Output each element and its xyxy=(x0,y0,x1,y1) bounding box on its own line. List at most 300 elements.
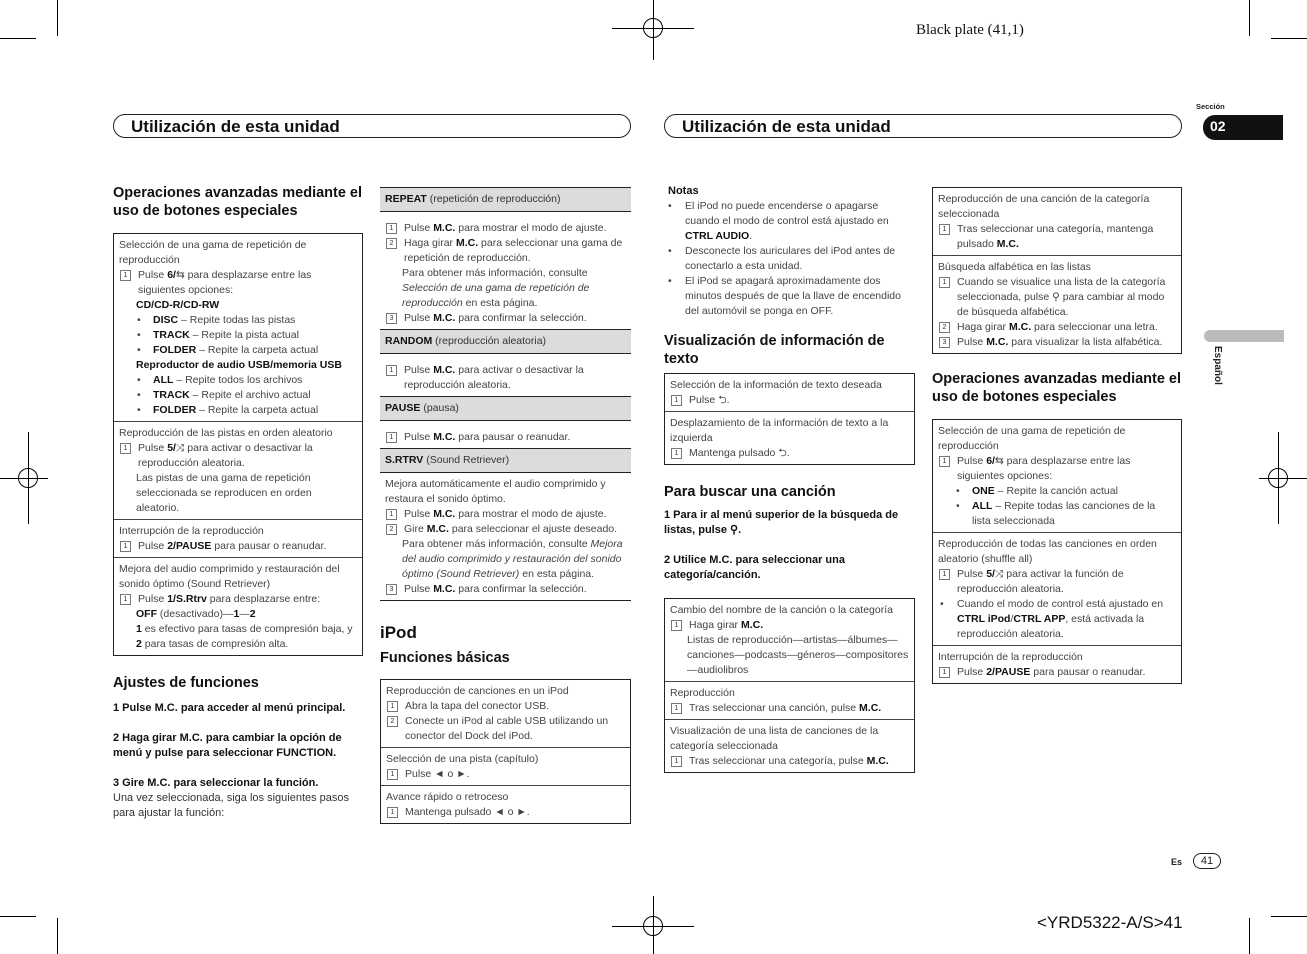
key: DISC xyxy=(153,314,179,326)
function-table xyxy=(932,419,1182,684)
table-section xyxy=(933,188,1181,256)
table-section xyxy=(381,680,630,748)
return-icon: ⮌ xyxy=(718,394,727,406)
text: para activar o desactivar la reproducción aleatoria. xyxy=(404,364,584,391)
list-item: • FOLDER – Repite la carpeta actual xyxy=(137,344,319,356)
key: M.C. xyxy=(433,364,456,376)
step-number-icon: 1 xyxy=(671,756,682,767)
text: para mostrar el modo de ajuste. xyxy=(455,508,607,520)
step-line xyxy=(938,222,1176,252)
step-line xyxy=(670,618,909,633)
text: Desconecte los auriculares del iPod antes de conectarlo a esta unidad. xyxy=(685,245,896,272)
text: Mantenga pulsado ◄ o ►. xyxy=(405,806,530,818)
option-body xyxy=(380,421,631,448)
key: PAUSE xyxy=(385,402,421,414)
step-line xyxy=(938,665,1176,680)
step-number-icon: 1 xyxy=(939,569,950,580)
table-section xyxy=(665,682,914,720)
function-table xyxy=(664,598,915,773)
text: Tras seleccionar una categoría, pulse xyxy=(689,755,867,767)
text: Para obtener más información, consulte xyxy=(402,538,591,550)
section-heading: Operaciones avanzadas mediante el uso de botones especiales xyxy=(113,185,363,219)
key: S.Rtrv xyxy=(175,593,207,605)
section-heading: Para buscar una canción xyxy=(664,484,836,500)
table-section xyxy=(114,422,362,520)
step-instruction: 1 Pulse M.C. para acceder al menú principal. xyxy=(113,702,346,714)
text: para cambiar al modo de búsqueda alfabética. xyxy=(957,291,1165,318)
sub-heading xyxy=(119,298,357,313)
option-header xyxy=(380,448,631,473)
key: TRACK xyxy=(153,389,190,401)
text: – Repite todas las pistas xyxy=(178,314,296,326)
note-item: • El iPod se apagará aproximadamente dos minutos después de que la llave de encendido del automóvil se ponga en OFF. xyxy=(664,274,915,319)
text: – Repite el archivo actual xyxy=(189,389,311,401)
text: – Repite todas las canciones de la lista seleccionada xyxy=(972,500,1156,527)
note-text: Las pistas de una gama de repetición seleccionada se reproducen en orden aleatorio. xyxy=(136,472,312,514)
repeat-icon: ⇆ xyxy=(994,455,1004,467)
key: REPEAT xyxy=(385,193,427,205)
key: M.C. xyxy=(986,336,1009,348)
step-number-icon: 1 xyxy=(387,769,398,780)
key: 5 xyxy=(986,568,993,580)
text: para tasas de compresión alta. xyxy=(141,638,289,650)
key: OFF xyxy=(136,608,157,620)
function-table xyxy=(113,233,363,656)
sub-heading xyxy=(119,358,357,373)
text: El iPod no puede encenderse o apagarse cuando el modo de control está ajustado en xyxy=(685,200,889,227)
section-title: Reproducción de canciones en un iPod xyxy=(386,685,569,697)
crop-mark xyxy=(1249,918,1250,954)
crop-mark xyxy=(1271,916,1307,917)
column-2 xyxy=(380,187,631,824)
text: Pulse xyxy=(404,312,434,324)
step-line xyxy=(119,441,357,471)
section-title: Mejora del audio comprimido y restauración del sonido óptimo (Sound Retriever) xyxy=(119,563,340,590)
key: 2 xyxy=(249,608,256,620)
text: para mostrar el modo de ajuste. xyxy=(455,222,607,234)
key: 5 xyxy=(167,442,174,454)
option-header xyxy=(380,329,631,354)
step-number-icon: 1 xyxy=(939,456,950,467)
text: Cuando el modo de control está ajustado en xyxy=(957,598,1164,610)
table-section xyxy=(665,599,914,682)
text: Haga girar xyxy=(404,237,456,249)
text: para pausar o reanudar. xyxy=(1030,666,1146,678)
registration-circle xyxy=(1268,468,1288,488)
text: para seleccionar una letra. xyxy=(1031,321,1158,333)
section-heading: Funciones básicas xyxy=(380,650,510,666)
key: M.C. xyxy=(996,238,1019,250)
table-section xyxy=(933,256,1181,353)
key: / xyxy=(992,455,995,467)
step-line xyxy=(385,236,626,266)
crop-mark xyxy=(57,0,58,36)
key: M.C. xyxy=(740,619,764,631)
table-section xyxy=(933,646,1181,683)
crop-mark xyxy=(1249,0,1250,36)
text: (desactivado)— xyxy=(157,608,234,620)
step-line xyxy=(670,754,909,769)
key: ONE xyxy=(972,485,995,497)
section-title: Reproducción de las pistas en orden aleatorio xyxy=(119,427,333,439)
registration-circle xyxy=(643,916,663,936)
key: / xyxy=(173,269,176,281)
text: Pulse xyxy=(138,442,168,454)
section-title: Cambio del nombre de la canción o la categoría xyxy=(670,604,893,616)
text: – Repite la carpeta actual xyxy=(196,404,319,416)
section-title: Selección de una pista (capítulo) xyxy=(386,753,539,765)
crop-mark xyxy=(0,38,36,39)
key: M.C. xyxy=(859,702,882,714)
section-title: Visualización de una lista de canciones de la categoría seleccionada xyxy=(670,725,879,752)
text: – Repite la carpeta actual xyxy=(196,344,319,356)
option-body xyxy=(380,473,631,601)
text: para activar o desactivar la reproducción aleatoria. xyxy=(138,442,313,469)
key: M.C. xyxy=(866,755,889,767)
text: . xyxy=(749,230,753,242)
option-header xyxy=(380,396,631,421)
option-body xyxy=(380,354,631,396)
text: para activar la función de reproducción aleatoria. xyxy=(957,568,1124,595)
step-line: 1 Mantenga pulsado ⮌. xyxy=(670,446,909,461)
key: 6 xyxy=(986,455,993,467)
description: Mejora automáticamente el audio comprimido y restaura el sonido óptimo. xyxy=(385,478,606,505)
page-language: Es xyxy=(1171,857,1183,867)
step-line xyxy=(385,311,626,326)
key: 2 xyxy=(136,638,142,650)
table-section xyxy=(114,234,362,422)
section-title: Reproducción de todas las canciones en orden aleatorio (shuffle all) xyxy=(938,538,1157,565)
text: Mantenga pulsado xyxy=(689,447,779,459)
column-3 xyxy=(664,184,915,773)
key: / xyxy=(173,442,176,454)
note-item: • Desconecte los auriculares del iPod antes de conectarlo a esta unidad. xyxy=(664,244,915,274)
text: Pulse xyxy=(689,394,719,406)
notes-heading: Notas xyxy=(668,185,699,197)
key: 1 xyxy=(136,623,142,635)
text: – Repite todos los archivos xyxy=(173,374,303,386)
section-label: Sección xyxy=(1196,102,1225,111)
text: Pulse xyxy=(404,583,434,595)
text: (Sound Retriever) xyxy=(423,454,510,466)
text: Conecte un iPod al cable USB utilizando un conector del Dock del iPod. xyxy=(405,715,609,742)
step-number-icon: 1 xyxy=(386,509,397,520)
step-line xyxy=(385,522,626,537)
key: PAUSE xyxy=(994,666,1031,678)
step-line: 1 Pulse ⮌. xyxy=(670,393,909,408)
text: Pulse xyxy=(404,364,434,376)
chapter-heading: iPod xyxy=(380,623,417,642)
table-section xyxy=(933,533,1181,646)
crop-mark xyxy=(1271,38,1307,39)
key: / xyxy=(173,540,176,552)
step-instruction: 3 Gire M.C. para seleccionar la función. xyxy=(113,777,319,789)
key: / xyxy=(992,568,995,580)
step-line xyxy=(385,363,626,393)
section-heading: Operaciones avanzadas mediante el uso de botones especiales xyxy=(932,371,1182,405)
table-section xyxy=(933,420,1181,533)
key: M.C. xyxy=(455,237,479,249)
step-instruction: 1 Para ir al menú superior de la búsqueda de listas, pulse ⚲. xyxy=(664,509,899,536)
text: Gire xyxy=(404,523,427,535)
step-number-icon: 1 xyxy=(120,541,131,552)
column-4 xyxy=(932,187,1182,684)
step-line xyxy=(386,767,625,782)
text: — xyxy=(239,608,250,620)
step-line xyxy=(938,567,1176,597)
step-number-icon: 1 xyxy=(386,365,397,376)
note-text xyxy=(385,266,626,311)
text: para desplazarse entre: xyxy=(206,593,321,605)
sub-heading-text: Reproductor de audio USB/memoria USB xyxy=(136,359,342,371)
text: / xyxy=(1010,613,1014,625)
text: Pulse xyxy=(138,593,168,605)
step-number-icon: 1 xyxy=(671,703,682,714)
key: TRACK xyxy=(153,329,190,341)
table-section xyxy=(381,748,630,786)
table-section xyxy=(665,412,914,464)
step-line xyxy=(386,699,625,714)
function-table xyxy=(664,373,915,465)
key: CTRL APP xyxy=(1013,613,1066,625)
text: Tras seleccionar una categoría, mantenga pulsado xyxy=(957,223,1154,250)
note-text xyxy=(119,622,357,652)
plate-label: Black plate (41,1) xyxy=(916,22,1024,38)
key: M.C. xyxy=(433,583,456,595)
text: Pulse xyxy=(957,455,987,467)
registration-circle xyxy=(643,18,663,38)
key: 6 xyxy=(167,269,174,281)
step-line xyxy=(385,221,626,236)
text: – Repite la pista actual xyxy=(189,329,299,341)
key: CTRL AUDIO xyxy=(685,230,750,242)
repeat-icon: ⇆ xyxy=(175,269,185,281)
key: M.C. xyxy=(433,222,456,234)
key: M.C. xyxy=(433,508,456,520)
page-number: 41 xyxy=(1193,853,1221,869)
section-title: Reproducción de una canción de la categoría seleccionada xyxy=(938,193,1150,220)
list-item: • ALL – Repite todos los archivos xyxy=(137,374,303,386)
search-icon: ⚲ xyxy=(1052,291,1060,303)
document-id: <YRD5322-A/S>41 xyxy=(1037,913,1183,932)
key: M.C. xyxy=(433,312,456,324)
step-line xyxy=(386,714,625,744)
key: M.C. xyxy=(1008,321,1032,333)
table-section xyxy=(665,374,914,412)
key: 2 xyxy=(167,540,174,552)
text: Pulse xyxy=(957,336,987,348)
section-title: Selección de una gama de repetición de reproducción xyxy=(938,425,1126,452)
text: para desplazarse entre las siguientes opciones: xyxy=(957,455,1131,482)
text: en esta página. xyxy=(519,568,595,580)
step-line xyxy=(938,454,1176,484)
step-instruction: 2 Haga girar M.C. para cambiar la opción de menú y pulse para seleccionar FUNCTION. xyxy=(113,732,342,759)
step-number-icon: 3 xyxy=(386,313,397,324)
section-title: Reproducción xyxy=(670,687,735,699)
section-title: Interrupción de la reproducción xyxy=(119,525,264,537)
section-number: 02 xyxy=(1210,118,1226,134)
text: Haga girar xyxy=(957,321,1009,333)
section-title: Selección de una gama de repetición de reproducción xyxy=(119,239,307,266)
search-icon: ⚲ xyxy=(730,524,739,536)
step-number-icon: 2 xyxy=(939,322,950,333)
step-number-icon: 1 xyxy=(387,807,398,818)
step-line xyxy=(385,582,626,597)
key: 2 xyxy=(986,666,993,678)
language-label: Español xyxy=(1212,346,1223,385)
text: Para obtener más información, consulte xyxy=(402,267,588,279)
step-number-icon: 1 xyxy=(120,443,131,454)
key: FOLDER xyxy=(153,344,197,356)
text: Pulse xyxy=(957,568,987,580)
text: en esta página. xyxy=(462,297,538,309)
step-number-icon: 1 xyxy=(939,224,950,235)
text: 1 Para ir al menú superior de la búsqueda de listas, pulse xyxy=(664,509,899,536)
text: Pulse xyxy=(404,508,434,520)
step-number-icon: 2 xyxy=(386,524,397,535)
step-line xyxy=(385,507,626,522)
option-body xyxy=(380,212,631,329)
key: S.RTRV xyxy=(385,454,424,466)
crop-mark xyxy=(0,916,36,917)
key: M.C. xyxy=(433,431,456,443)
list-item: • TRACK – Repite el archivo actual xyxy=(137,389,311,401)
language-tab xyxy=(1204,330,1284,342)
text: para visualizar la lista alfabética. xyxy=(1008,336,1163,348)
text: para pausar o reanudar. xyxy=(455,431,571,443)
function-table xyxy=(380,679,631,824)
step-line xyxy=(119,539,357,554)
step-number-icon: 2 xyxy=(386,238,397,249)
shuffle-icon: ⤨ xyxy=(994,568,1004,580)
list-item: • TRACK – Repite la pista actual xyxy=(137,329,299,341)
header-right: Utilización de esta unidad xyxy=(664,114,1182,138)
step-number-icon: 2 xyxy=(387,716,398,727)
table-section xyxy=(114,520,362,558)
option-header xyxy=(380,187,631,212)
text: para confirmar la selección. xyxy=(455,312,587,324)
text: (reproducción aleatoria) xyxy=(432,335,547,347)
text: (repetición de reproducción) xyxy=(426,193,561,205)
step-number-icon: 1 xyxy=(671,395,682,406)
section-heading: Ajustes de funciones xyxy=(113,675,259,691)
step-number-icon: 3 xyxy=(939,337,950,348)
reference-link: Selección de una gama de repetición de reproducción xyxy=(402,282,590,309)
section-title: Búsqueda alfabética en las listas xyxy=(938,261,1091,273)
section-title: Desplazamiento de la información de texto a la izquierda xyxy=(670,417,889,444)
reference-link: Mejora del audio comprimido y restauración del sonido óptimo (Sound Retriever) xyxy=(402,538,623,580)
text: Tras seleccionar una canción, pulse xyxy=(689,702,860,714)
key: / xyxy=(173,593,176,605)
step-line xyxy=(119,592,357,607)
text: Pulse ◄ o ►. xyxy=(405,768,470,780)
section-heading: Visualización de información de texto xyxy=(664,333,885,367)
column-1 xyxy=(113,184,363,821)
body-text: Una vez seleccionada, siga los siguientes pasos para ajustar la función: xyxy=(113,792,350,819)
text: Cuando se visualice una lista de la categoría seleccionada, pulse xyxy=(957,276,1166,303)
text: para pausar o reanudar. xyxy=(211,540,327,552)
step-number-icon: 1 xyxy=(386,432,397,443)
list-item: • ONE – Repite la canción actual xyxy=(956,485,1118,497)
key: ALL xyxy=(972,500,993,512)
function-table xyxy=(932,187,1182,354)
note-item: • El iPod no puede encenderse o apagarse cuando el modo de control está ajustado en CTRL AUDIO. xyxy=(668,200,889,242)
note-text: Listas de reproducción—artistas—álbumes—canciones—podcasts—géneros—compositores—audiolibros xyxy=(687,634,909,676)
text: para seleccionar el ajuste deseado. xyxy=(448,523,618,535)
step-number-icon: 1 xyxy=(939,667,950,678)
key: 1 xyxy=(233,608,240,620)
registration-circle xyxy=(18,468,38,488)
step-line xyxy=(119,268,357,298)
text: para desplazarse entre las siguientes opciones: xyxy=(138,269,312,296)
bullet-line: • Cuando el modo de control está ajustado en CTRL iPod/CTRL APP, está activada la reproducción aleatoria. xyxy=(940,598,1164,640)
step-instruction: 2 Utilice M.C. para seleccionar una categoría/canción. xyxy=(664,554,845,581)
key: / xyxy=(992,666,995,678)
table-section xyxy=(665,720,914,772)
step-number-icon: 1 xyxy=(671,620,682,631)
step-number-icon: 1 xyxy=(386,223,397,234)
text: , está activada la reproducción aleatoria. xyxy=(957,613,1145,640)
step-number-icon: 1 xyxy=(387,701,398,712)
key: RANDOM xyxy=(385,335,433,347)
key: 1 xyxy=(167,593,174,605)
text: Pulse xyxy=(138,540,168,552)
key: PAUSE xyxy=(175,540,212,552)
key: FOLDER xyxy=(153,404,197,416)
key: M.C. xyxy=(426,523,449,535)
section-title: Avance rápido o retroceso xyxy=(386,791,509,803)
text: El iPod se apagará aproximadamente dos minutos después de que la llave de encendido del automóvil se ponga en OFF. xyxy=(685,275,901,317)
step-number-icon: 1 xyxy=(120,270,131,281)
key: CTRL iPod xyxy=(957,613,1011,625)
shuffle-icon: ⤨ xyxy=(175,442,185,454)
step-number-icon: 3 xyxy=(386,584,397,595)
text: para seleccionar una gama de repetición de reproducción. xyxy=(404,237,623,264)
return-icon: ⮌ xyxy=(778,447,787,459)
text: Pulse xyxy=(138,269,168,281)
table-section xyxy=(114,558,362,655)
step-line xyxy=(938,335,1176,350)
table-section xyxy=(381,786,630,823)
step-number-icon: 1 xyxy=(120,594,131,605)
text: – Repite la canción actual xyxy=(994,485,1118,497)
sub-heading-text: CD/CD-R/CD-RW xyxy=(136,299,220,311)
list-item: • ALL – Repite todas las canciones de la lista seleccionada xyxy=(956,500,1156,527)
section-title: Selección de la información de texto deseada xyxy=(670,379,882,391)
key: ALL xyxy=(153,374,174,386)
step-line xyxy=(938,275,1176,320)
text: Abra la tapa del conector USB. xyxy=(405,700,550,712)
step-line xyxy=(386,805,625,820)
list-item: • FOLDER – Repite la carpeta actual xyxy=(137,404,319,416)
text: es efectivo para tasas de compresión baja, y xyxy=(141,623,353,635)
step-number-icon: 1 xyxy=(939,277,950,288)
list-item: • DISC – Repite todas las pistas xyxy=(137,314,296,326)
option-line xyxy=(119,607,357,622)
text: Pulse xyxy=(404,431,434,443)
text: Pulse xyxy=(404,222,434,234)
section-title: Interrupción de la reproducción xyxy=(938,651,1083,663)
step-number-icon: 1 xyxy=(671,448,682,459)
text: Pulse xyxy=(957,666,987,678)
text: Haga girar xyxy=(689,619,741,631)
text: (pausa) xyxy=(420,402,459,414)
header-left: Utilización de esta unidad xyxy=(113,114,631,138)
step-line xyxy=(385,430,626,445)
step-line xyxy=(670,701,909,716)
text: para confirmar la selección. xyxy=(455,583,587,595)
note-text xyxy=(385,537,626,582)
